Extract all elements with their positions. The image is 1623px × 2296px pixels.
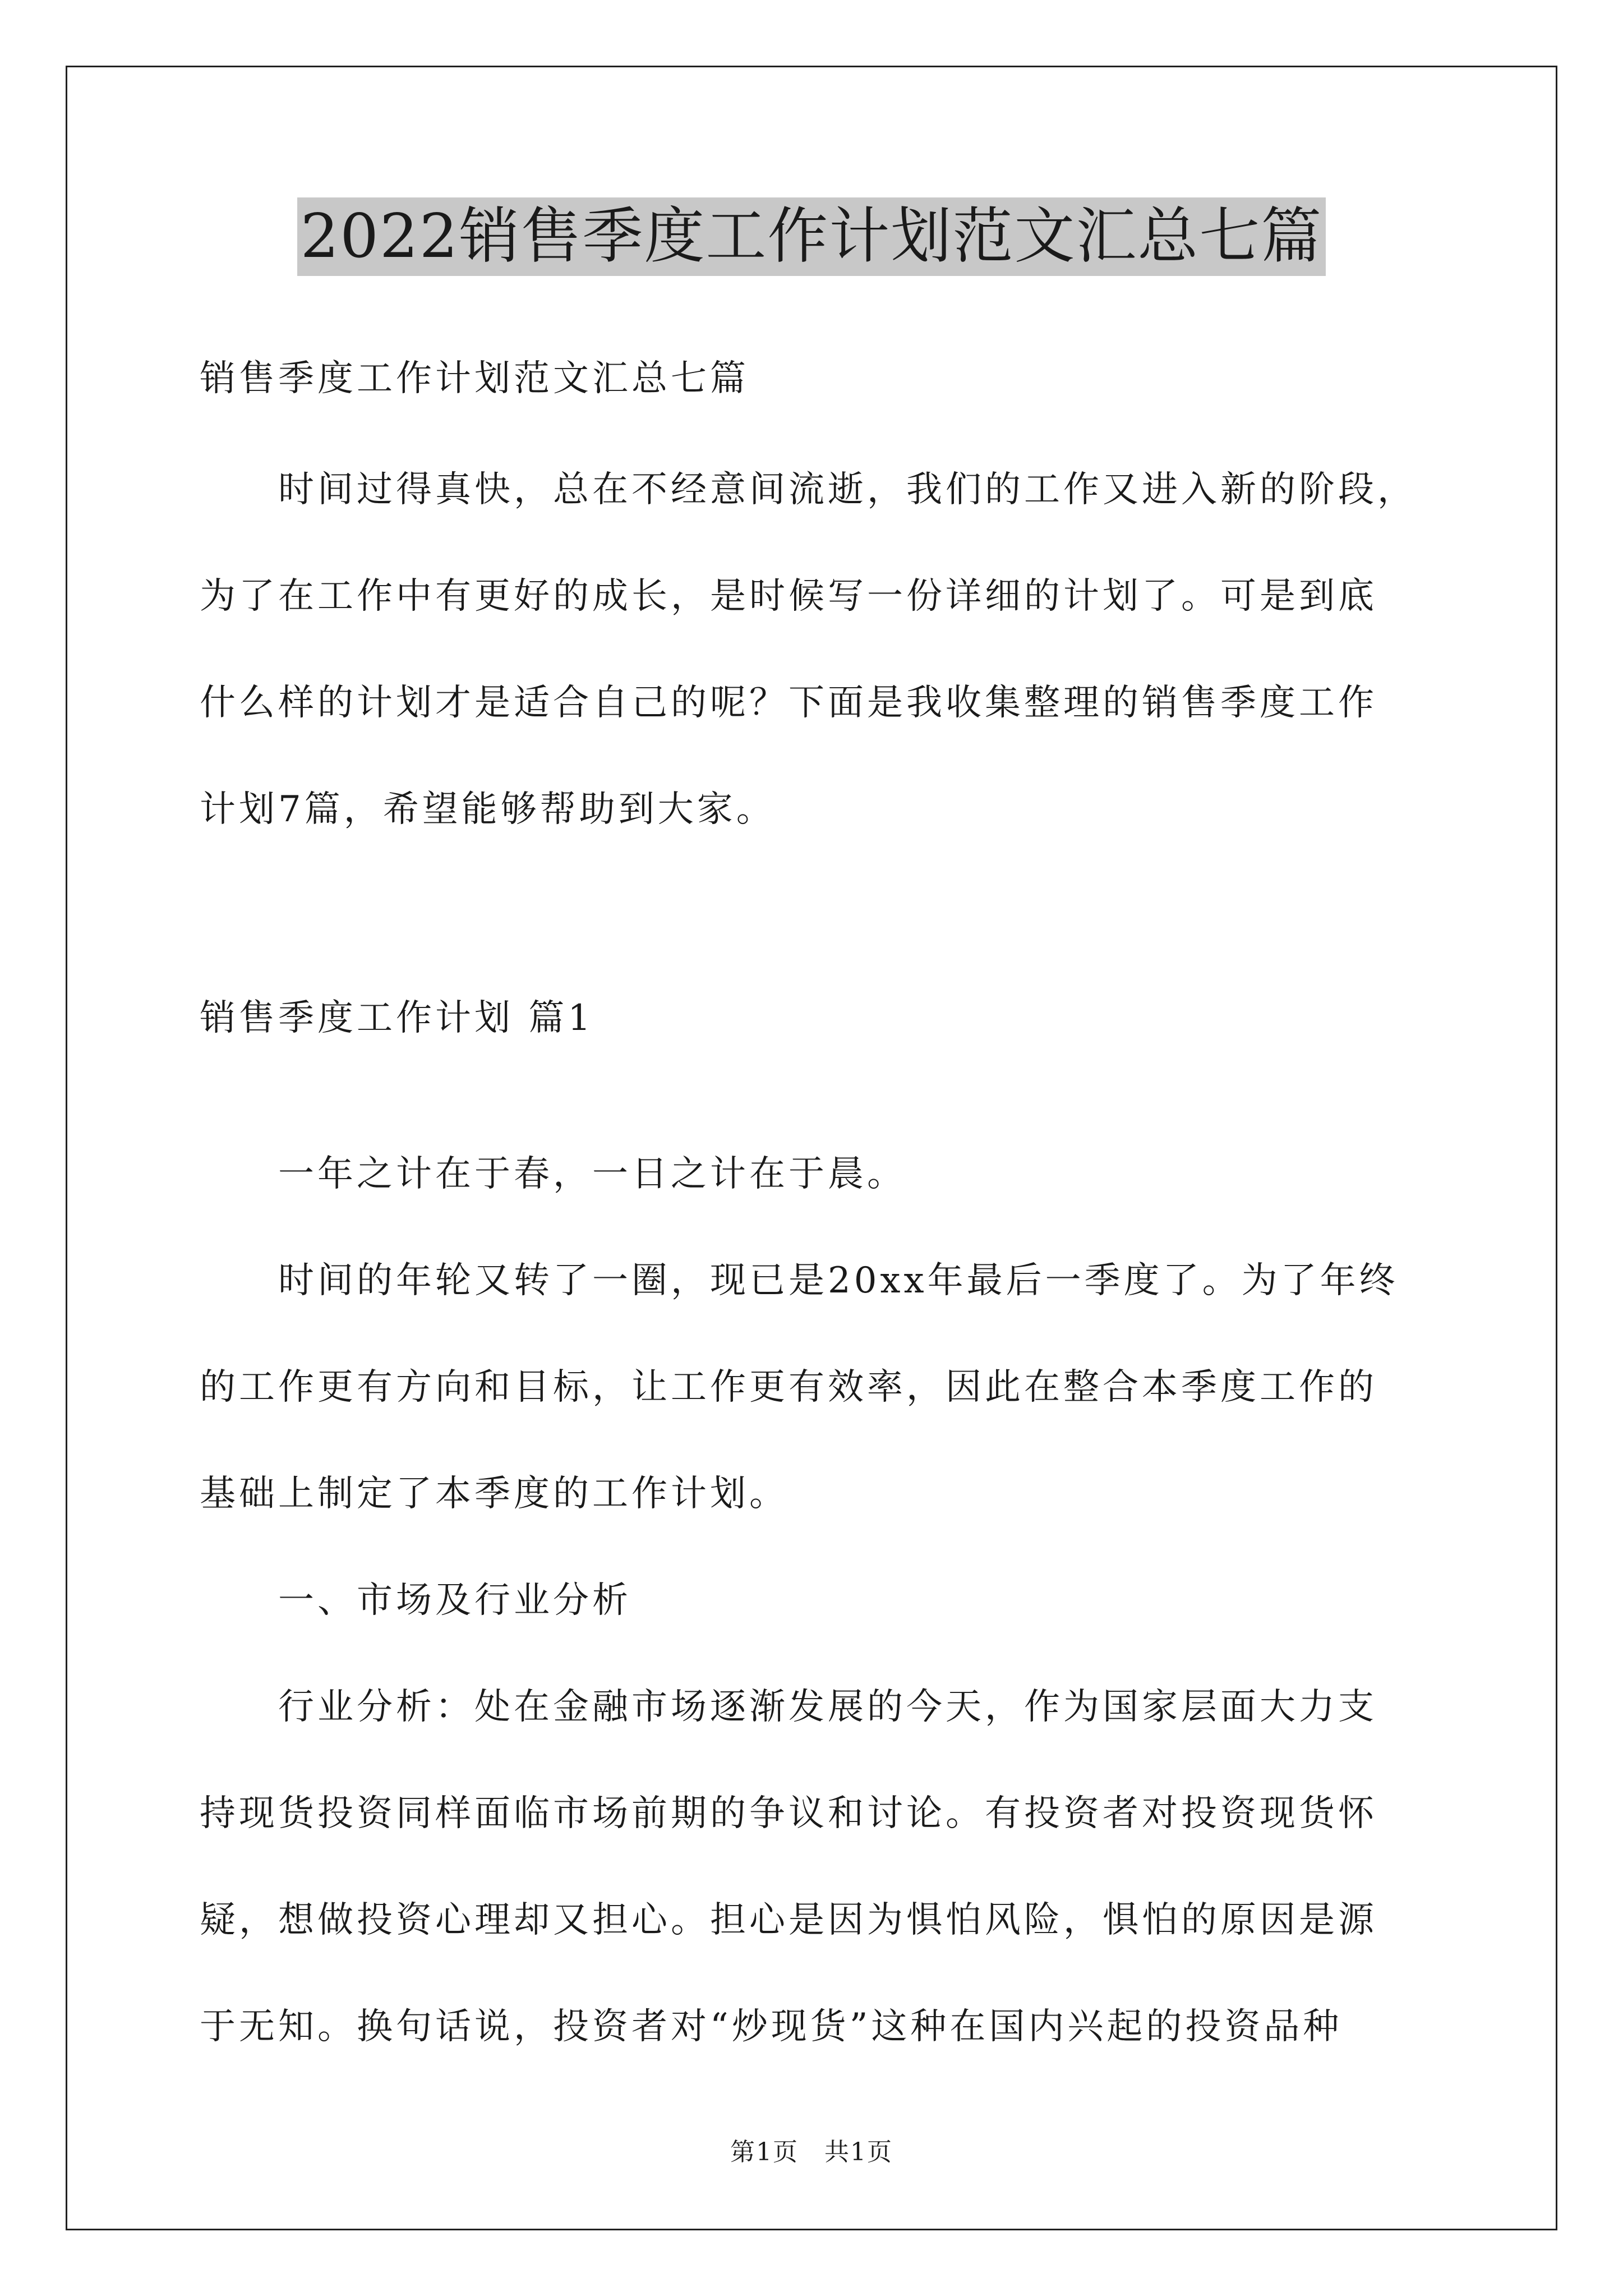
intro-line: 为了在工作中有更好的成长，是时候写一份详细的计划了。可是到底 — [200, 576, 1377, 617]
body-line: 时间的年轮又转了一圈，现已是20xx年最后一季度了。为了年终 — [200, 1260, 1399, 1301]
body-line: 基础上制定了本季度的工作计划。 — [200, 1473, 789, 1515]
body-line: 一年之计在于春，一日之计在于晨。 — [200, 1153, 906, 1195]
body-line: 行业分析：处在金融市场逐渐发展的今天，作为国家层面大力支 — [200, 1686, 1377, 1728]
intro-line: 计划7篇，希望能够帮助到大家。 — [200, 789, 776, 830]
body-line: 一、市场及行业分析 — [200, 1580, 631, 1621]
title-container — [0, 197, 1623, 276]
body-line: 疑，想做投资心理却又担心。担心是因为惧怕风险，惧怕的原因是源 — [200, 1899, 1377, 1941]
body-line: 于无知。换句话说，投资者对“炒现货”这种在国内兴起的投资品种 — [200, 2006, 1343, 2047]
section-body — [200, 1121, 1428, 2080]
document-subtitle: 销售季度工作计划范文汇总七篇 — [200, 358, 749, 399]
intro-paragraph — [200, 436, 1428, 863]
section-heading: 销售季度工作计划 篇1 — [200, 997, 594, 1039]
body-line: 的工作更有方向和目标，让工作更有效率，因此在整合本季度工作的 — [200, 1366, 1377, 1408]
document-title: 2022销售季度工作计划范文汇总七篇 — [297, 197, 1326, 276]
page-footer: 第1页 共1页 — [730, 2138, 893, 2166]
intro-line: 时间过得真快，总在不经意间流逝，我们的工作又进入新的阶段， — [200, 469, 1417, 510]
body-line: 持现货投资同样面临市场前期的争议和讨论。有投资者对投资现货怀 — [200, 1793, 1377, 1834]
intro-line: 什么样的计划才是适合自己的呢？下面是我收集整理的销售季度工作 — [200, 682, 1377, 724]
